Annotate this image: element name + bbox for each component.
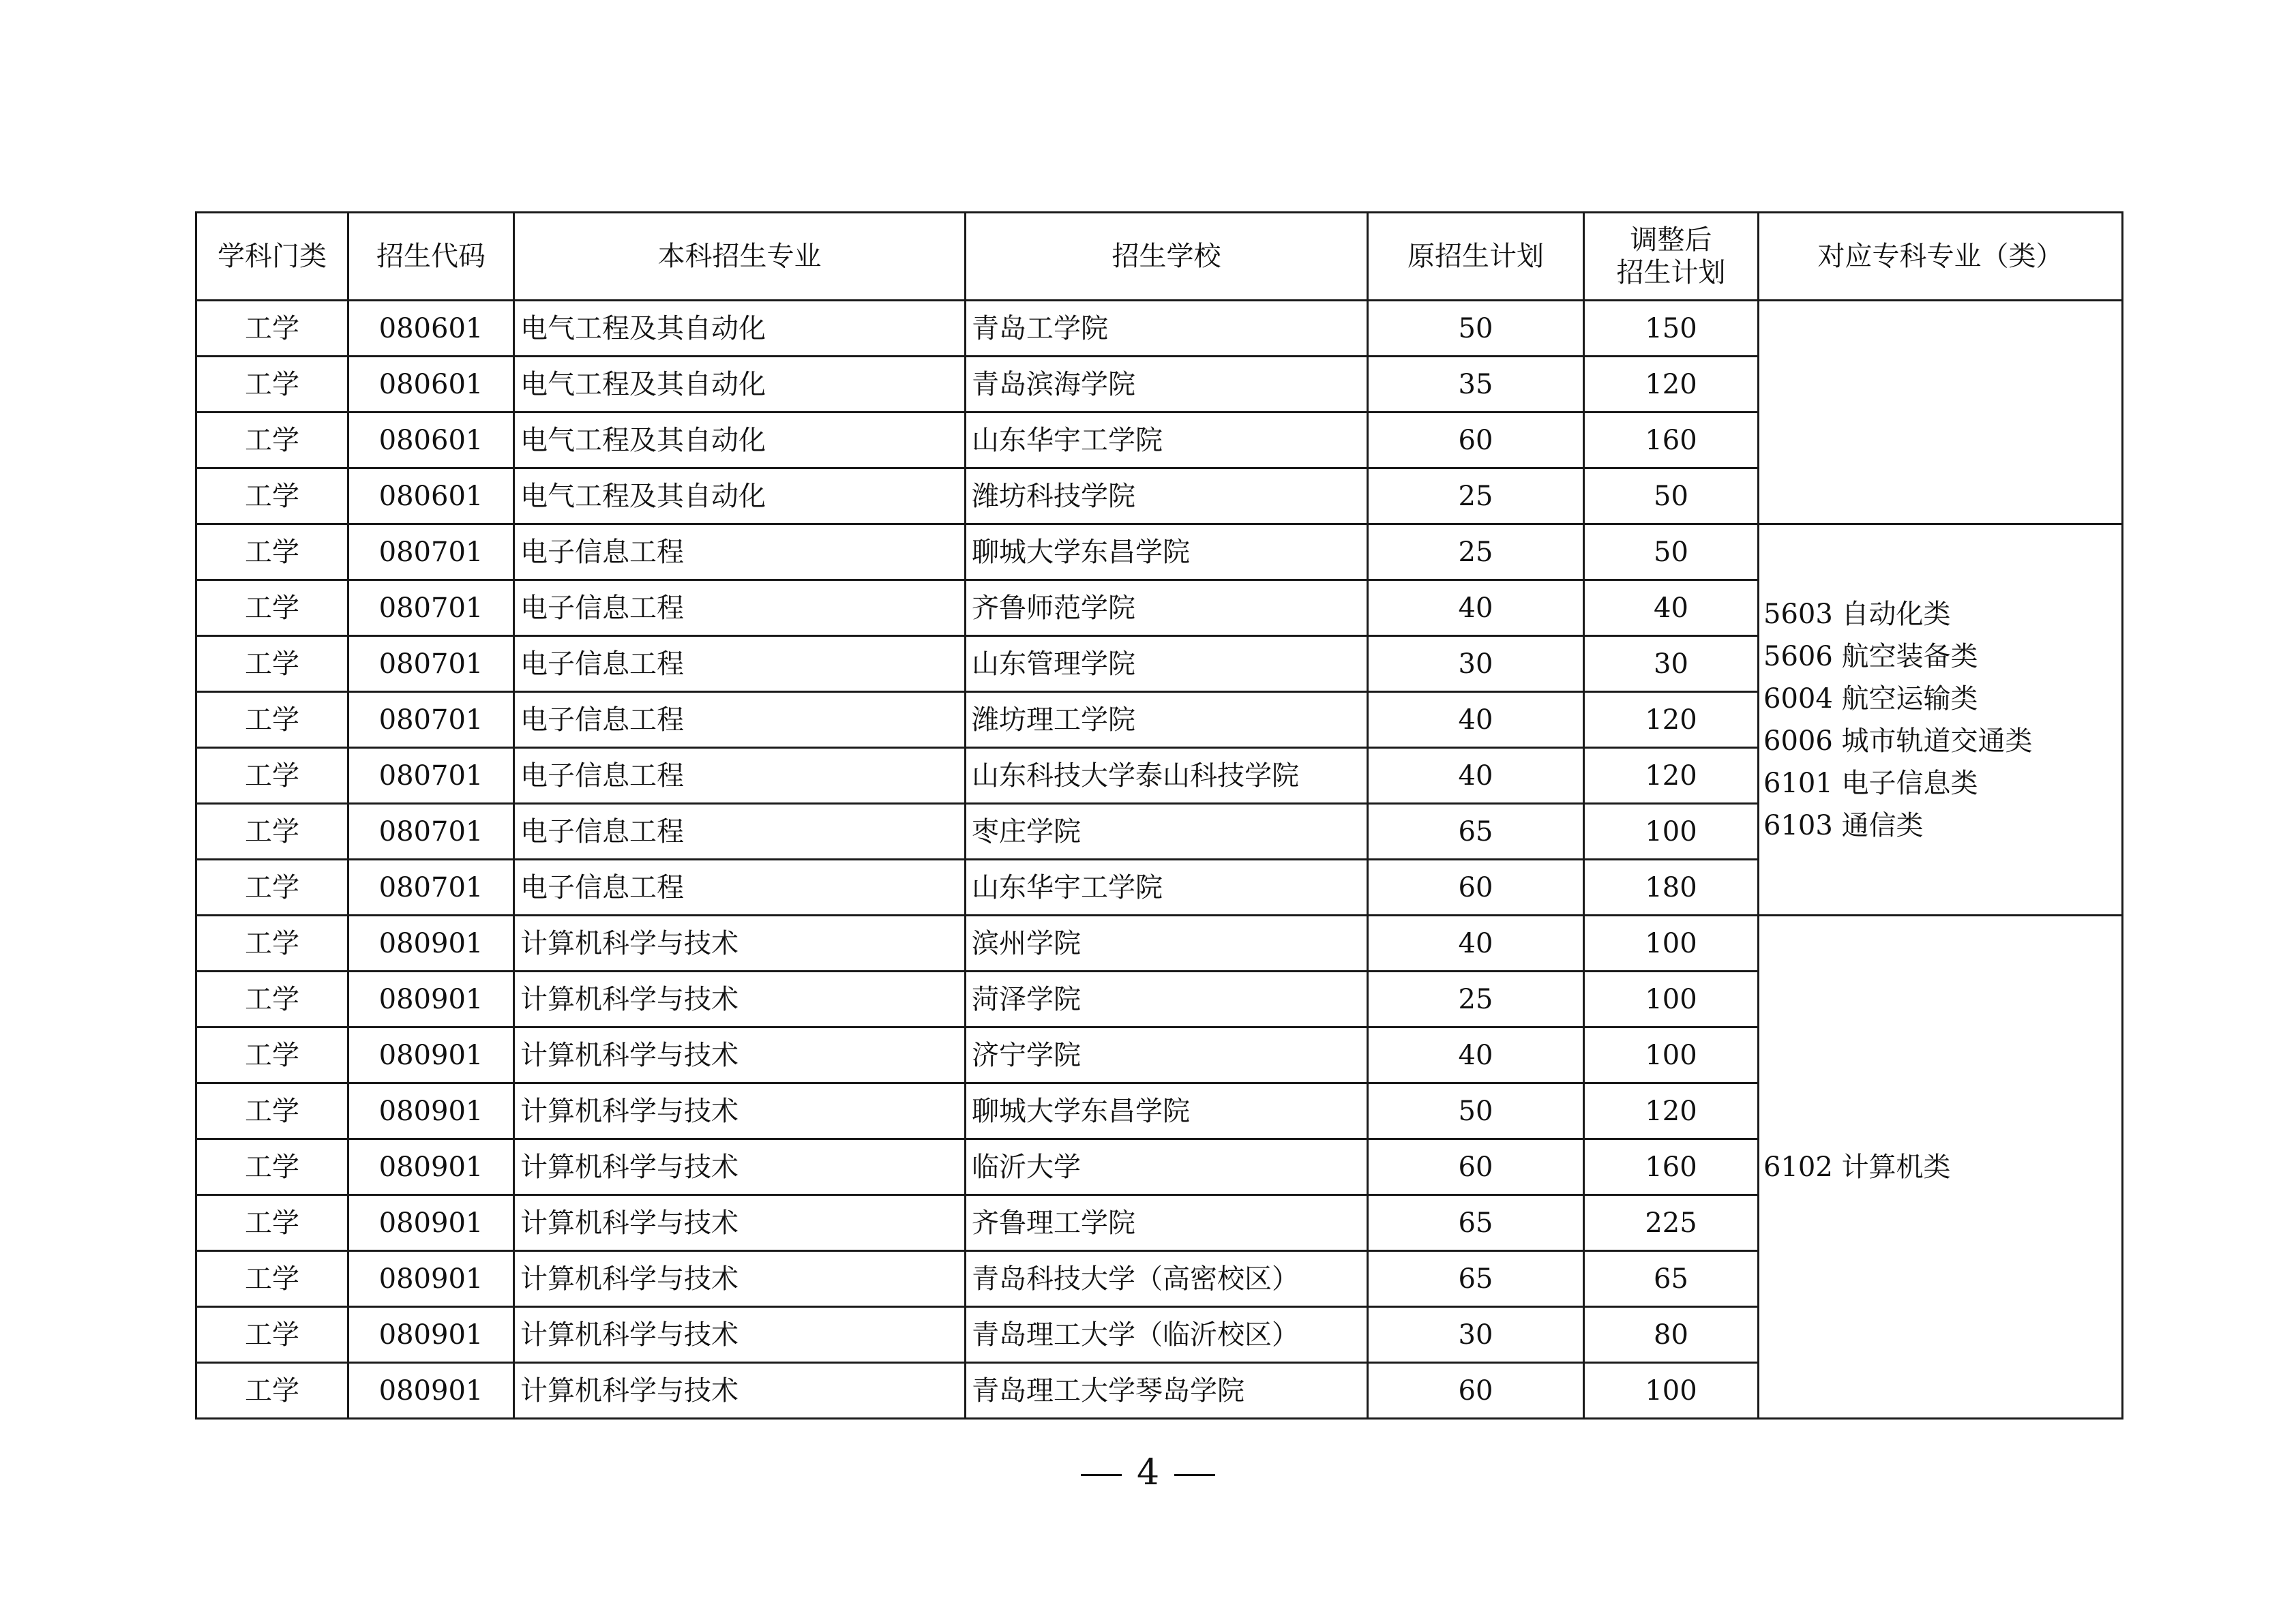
cell-major: 电子信息工程 bbox=[514, 692, 966, 748]
cell-adjusted-plan: 100 bbox=[1584, 916, 1759, 972]
enrollment-plan-table bbox=[195, 211, 2123, 1420]
page-dash-left bbox=[1081, 1474, 1122, 1476]
cell-adjusted-plan: 50 bbox=[1584, 468, 1759, 524]
cell-code: 080701 bbox=[348, 804, 514, 860]
cell-school: 临沂大学 bbox=[966, 1139, 1368, 1195]
cell-adjusted-plan: 65 bbox=[1584, 1251, 1759, 1307]
cell-vocational-major-group bbox=[1759, 524, 2123, 916]
cell-code: 080701 bbox=[348, 636, 514, 692]
cell-discipline: 工学 bbox=[196, 1195, 348, 1251]
cell-code: 080701 bbox=[348, 692, 514, 748]
cell-code: 080601 bbox=[348, 301, 514, 357]
cell-discipline: 工学 bbox=[196, 972, 348, 1027]
cell-adjusted-plan: 100 bbox=[1584, 1027, 1759, 1083]
cell-code: 080701 bbox=[348, 524, 514, 580]
cell-school: 潍坊理工学院 bbox=[966, 692, 1368, 748]
cell-vocational-major-group bbox=[1759, 916, 2123, 1419]
cell-major: 电气工程及其自动化 bbox=[514, 301, 966, 357]
header-code: 招生代码 bbox=[348, 213, 514, 301]
cell-school: 山东华宇工学院 bbox=[966, 860, 1368, 916]
cell-code: 080901 bbox=[348, 1363, 514, 1419]
cell-original-plan: 35 bbox=[1368, 357, 1584, 412]
header-major: 本科招生专业 bbox=[514, 213, 966, 301]
cell-school: 聊城大学东昌学院 bbox=[966, 1083, 1368, 1139]
header-adjusted-plan bbox=[1584, 213, 1759, 301]
cell-original-plan: 60 bbox=[1368, 1363, 1584, 1419]
cell-original-plan: 65 bbox=[1368, 1195, 1584, 1251]
cell-original-plan: 40 bbox=[1368, 580, 1584, 636]
cell-original-plan: 25 bbox=[1368, 972, 1584, 1027]
cell-discipline: 工学 bbox=[196, 1083, 348, 1139]
cell-adjusted-plan: 30 bbox=[1584, 636, 1759, 692]
cell-original-plan: 40 bbox=[1368, 748, 1584, 804]
cell-major: 计算机科学与技术 bbox=[514, 916, 966, 972]
cell-discipline: 工学 bbox=[196, 916, 348, 972]
cell-adjusted-plan: 225 bbox=[1584, 1195, 1759, 1251]
table-row bbox=[196, 916, 2123, 972]
header-adjusted-line1: 调整后 bbox=[1630, 224, 1712, 256]
cell-discipline: 工学 bbox=[196, 412, 348, 468]
vocational-major-item: 6101 电子信息类 bbox=[1763, 767, 1978, 799]
cell-adjusted-plan: 120 bbox=[1584, 1083, 1759, 1139]
cell-original-plan: 40 bbox=[1368, 916, 1584, 972]
cell-code: 080601 bbox=[348, 412, 514, 468]
cell-major: 电气工程及其自动化 bbox=[514, 357, 966, 412]
cell-adjusted-plan: 150 bbox=[1584, 301, 1759, 357]
cell-major: 计算机科学与技术 bbox=[514, 1307, 966, 1363]
cell-adjusted-plan: 120 bbox=[1584, 748, 1759, 804]
cell-school: 齐鲁师范学院 bbox=[966, 580, 1368, 636]
cell-discipline: 工学 bbox=[196, 357, 348, 412]
cell-discipline: 工学 bbox=[196, 1027, 348, 1083]
cell-discipline: 工学 bbox=[196, 1307, 348, 1363]
cell-school: 济宁学院 bbox=[966, 1027, 1368, 1083]
cell-major: 电子信息工程 bbox=[514, 860, 966, 916]
cell-major: 计算机科学与技术 bbox=[514, 1083, 966, 1139]
page-footer bbox=[0, 1452, 2296, 1493]
cell-major: 电气工程及其自动化 bbox=[514, 468, 966, 524]
vocational-major-item: 6102 计算机类 bbox=[1763, 1151, 1951, 1183]
cell-school: 枣庄学院 bbox=[966, 804, 1368, 860]
cell-adjusted-plan: 160 bbox=[1584, 412, 1759, 468]
cell-adjusted-plan: 120 bbox=[1584, 357, 1759, 412]
cell-adjusted-plan: 180 bbox=[1584, 860, 1759, 916]
cell-discipline: 工学 bbox=[196, 301, 348, 357]
table-body bbox=[196, 301, 2123, 1419]
cell-school: 山东科技大学泰山科技学院 bbox=[966, 748, 1368, 804]
cell-major: 电子信息工程 bbox=[514, 804, 966, 860]
cell-code: 080901 bbox=[348, 1307, 514, 1363]
cell-discipline: 工学 bbox=[196, 692, 348, 748]
cell-vocational-major-group bbox=[1759, 301, 2123, 524]
vocational-major-item: 6103 通信类 bbox=[1763, 809, 1924, 841]
cell-code: 080901 bbox=[348, 1251, 514, 1307]
cell-major: 电子信息工程 bbox=[514, 636, 966, 692]
header-adjusted-line2: 招生计划 bbox=[1616, 257, 1726, 288]
cell-school: 青岛科技大学（高密校区） bbox=[966, 1251, 1368, 1307]
cell-code: 080901 bbox=[348, 1027, 514, 1083]
cell-adjusted-plan: 120 bbox=[1584, 692, 1759, 748]
table-row bbox=[196, 301, 2123, 357]
cell-discipline: 工学 bbox=[196, 1363, 348, 1419]
cell-major: 计算机科学与技术 bbox=[514, 972, 966, 1027]
cell-code: 080901 bbox=[348, 916, 514, 972]
cell-discipline: 工学 bbox=[196, 1251, 348, 1307]
cell-code: 080901 bbox=[348, 1195, 514, 1251]
vocational-major-item: 6006 城市轨道交通类 bbox=[1763, 725, 2033, 757]
cell-original-plan: 50 bbox=[1368, 301, 1584, 357]
cell-discipline: 工学 bbox=[196, 636, 348, 692]
page-number: 4 bbox=[1136, 1452, 1160, 1493]
cell-original-plan: 50 bbox=[1368, 1083, 1584, 1139]
cell-original-plan: 60 bbox=[1368, 860, 1584, 916]
cell-discipline: 工学 bbox=[196, 860, 348, 916]
header-discipline: 学科门类 bbox=[196, 213, 348, 301]
cell-major: 计算机科学与技术 bbox=[514, 1139, 966, 1195]
cell-discipline: 工学 bbox=[196, 804, 348, 860]
cell-original-plan: 60 bbox=[1368, 1139, 1584, 1195]
vocational-major-item: 5606 航空装备类 bbox=[1763, 640, 1978, 672]
cell-adjusted-plan: 40 bbox=[1584, 580, 1759, 636]
table-header-row bbox=[196, 213, 2123, 301]
cell-major: 计算机科学与技术 bbox=[514, 1195, 966, 1251]
cell-school: 青岛理工大学（临沂校区） bbox=[966, 1307, 1368, 1363]
cell-major: 计算机科学与技术 bbox=[514, 1027, 966, 1083]
cell-school: 齐鲁理工学院 bbox=[966, 1195, 1368, 1251]
cell-code: 080701 bbox=[348, 580, 514, 636]
cell-adjusted-plan: 100 bbox=[1584, 972, 1759, 1027]
cell-discipline: 工学 bbox=[196, 580, 348, 636]
cell-original-plan: 65 bbox=[1368, 1251, 1584, 1307]
cell-code: 080601 bbox=[348, 468, 514, 524]
cell-school: 青岛理工大学琴岛学院 bbox=[966, 1363, 1368, 1419]
cell-adjusted-plan: 100 bbox=[1584, 804, 1759, 860]
cell-original-plan: 40 bbox=[1368, 1027, 1584, 1083]
cell-major: 计算机科学与技术 bbox=[514, 1251, 966, 1307]
cell-discipline: 工学 bbox=[196, 524, 348, 580]
cell-adjusted-plan: 80 bbox=[1584, 1307, 1759, 1363]
cell-discipline: 工学 bbox=[196, 748, 348, 804]
cell-code: 080701 bbox=[348, 748, 514, 804]
cell-school: 山东管理学院 bbox=[966, 636, 1368, 692]
cell-adjusted-plan: 100 bbox=[1584, 1363, 1759, 1419]
cell-adjusted-plan: 50 bbox=[1584, 524, 1759, 580]
cell-school: 潍坊科技学院 bbox=[966, 468, 1368, 524]
cell-major: 计算机科学与技术 bbox=[514, 1363, 966, 1419]
header-vocational-major: 对应专科专业（类） bbox=[1759, 213, 2123, 301]
cell-original-plan: 25 bbox=[1368, 524, 1584, 580]
header-school: 招生学校 bbox=[966, 213, 1368, 301]
cell-major: 电子信息工程 bbox=[514, 580, 966, 636]
cell-code: 080901 bbox=[348, 1083, 514, 1139]
cell-code: 080601 bbox=[348, 357, 514, 412]
cell-school: 菏泽学院 bbox=[966, 972, 1368, 1027]
page-dash-right bbox=[1174, 1474, 1215, 1476]
cell-major: 电气工程及其自动化 bbox=[514, 412, 966, 468]
cell-major: 电子信息工程 bbox=[514, 748, 966, 804]
vocational-major-item: 5603 自动化类 bbox=[1763, 598, 1951, 630]
cell-school: 青岛工学院 bbox=[966, 301, 1368, 357]
cell-original-plan: 60 bbox=[1368, 412, 1584, 468]
cell-original-plan: 25 bbox=[1368, 468, 1584, 524]
cell-code: 080901 bbox=[348, 972, 514, 1027]
cell-school: 山东华宇工学院 bbox=[966, 412, 1368, 468]
table-row bbox=[196, 524, 2123, 580]
cell-original-plan: 65 bbox=[1368, 804, 1584, 860]
cell-adjusted-plan: 160 bbox=[1584, 1139, 1759, 1195]
header-original-plan: 原招生计划 bbox=[1368, 213, 1584, 301]
cell-discipline: 工学 bbox=[196, 1139, 348, 1195]
cell-school: 青岛滨海学院 bbox=[966, 357, 1368, 412]
cell-code: 080701 bbox=[348, 860, 514, 916]
cell-original-plan: 40 bbox=[1368, 692, 1584, 748]
cell-code: 080901 bbox=[348, 1139, 514, 1195]
cell-school: 滨州学院 bbox=[966, 916, 1368, 972]
vocational-major-item: 6004 航空运输类 bbox=[1763, 682, 1978, 715]
cell-discipline: 工学 bbox=[196, 468, 348, 524]
cell-major: 电子信息工程 bbox=[514, 524, 966, 580]
cell-original-plan: 30 bbox=[1368, 636, 1584, 692]
cell-original-plan: 30 bbox=[1368, 1307, 1584, 1363]
cell-school: 聊城大学东昌学院 bbox=[966, 524, 1368, 580]
